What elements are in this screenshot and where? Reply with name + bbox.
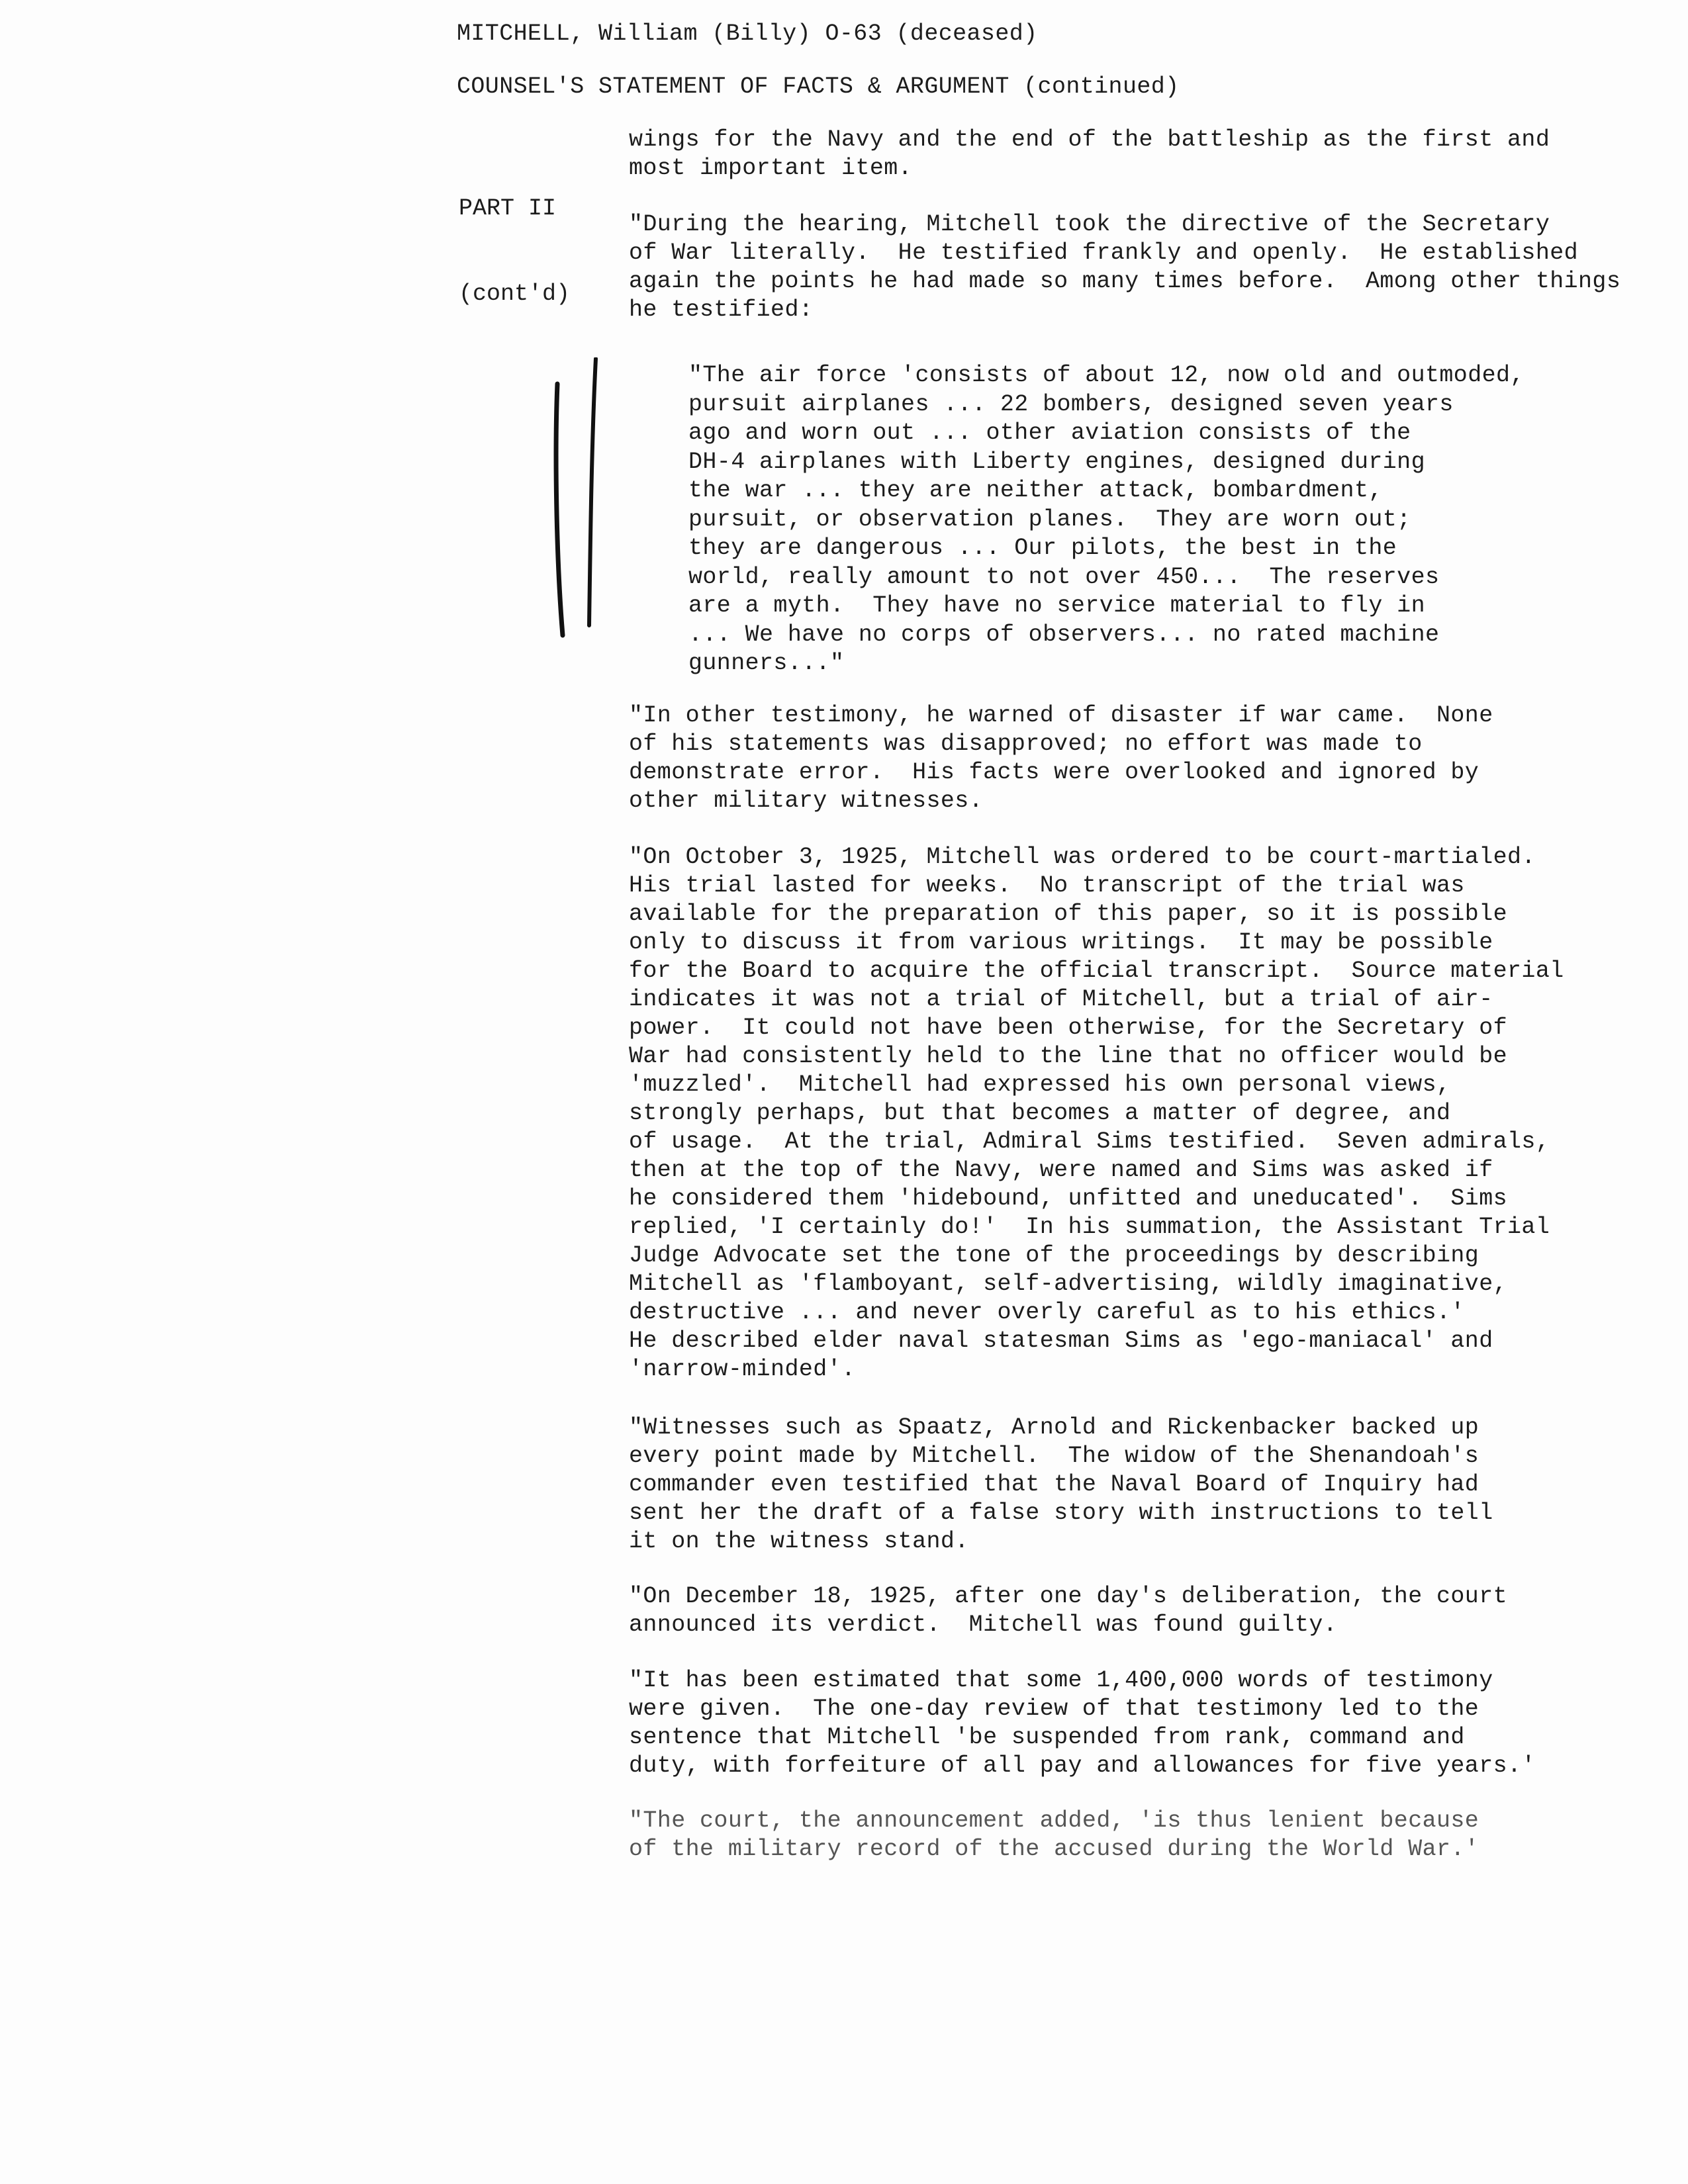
text-line: 'muzzled'. Mitchell had expressed his own personal views, — [629, 1071, 1451, 1098]
text-line: available for the preparation of this paper, so it is possible — [629, 901, 1508, 927]
text-line: Judge Advocate set the tone of the proceedings by describing — [629, 1242, 1479, 1269]
text-line: of his statements was disapproved; no effort was made to — [629, 731, 1423, 757]
text-line: most important item. — [629, 155, 913, 181]
text-line: of the military record of the accused during the World War.' — [629, 1836, 1479, 1862]
text-line: of War literally. He testified frankly and openly. He established — [629, 240, 1579, 266]
text-line: "During the hearing, Mitchell took the directive of the Secretary — [629, 211, 1550, 238]
text-line: indicates it was not a trial of Mitchell, but a trial of air- — [629, 986, 1493, 1013]
document-header-name: MITCHELL, William (Billy) O-63 (deceased) — [457, 21, 1038, 47]
text-line: it on the witness stand. — [629, 1528, 969, 1555]
text-line: again the points he had made so many times before. Among other things — [629, 268, 1621, 295]
paragraph-sentence — [629, 1666, 1635, 1780]
text-line: of usage. At the trial, Admiral Sims testified. Seven admirals, — [629, 1128, 1550, 1155]
text-line: power. It could not have been otherwise, for the Secretary of — [629, 1015, 1508, 1041]
quote-line: gunners..." — [688, 650, 845, 676]
quote-line: ... We have no corps of observers... no rated machine — [688, 621, 1440, 648]
part-label — [459, 138, 570, 337]
testimony-quote — [688, 361, 1524, 678]
quote-line: "The air force 'consists of about 12, now old and outmoded, — [688, 362, 1524, 388]
text-line: sent her the draft of a false story with instructions to tell — [629, 1500, 1493, 1526]
text-line: destructive ... and never overly careful as to his ethics.' — [629, 1299, 1465, 1326]
text-line: commander even testified that the Naval Board of Inquiry had — [629, 1471, 1479, 1498]
quote-line: DH-4 airplanes with Liberty engines, designed during — [688, 448, 1425, 475]
text-line: he considered them 'hidebound, unfitted and uneducated'. Sims — [629, 1185, 1508, 1212]
part-label-sub: (cont'd) — [459, 281, 571, 307]
text-line: War had consistently held to the line that no officer would be — [629, 1043, 1508, 1069]
paragraph-hearing — [629, 210, 1635, 324]
text-line: "Witnesses such as Spaatz, Arnold and Rickenbacker backed up — [629, 1414, 1479, 1441]
document-section-title: COUNSEL'S STATEMENT OF FACTS & ARGUMENT (continued) — [457, 73, 1180, 100]
quote-line: pursuit, or observation planes. They are worn out; — [688, 506, 1411, 533]
text-line: Mitchell as 'flamboyant, self-advertising, wildly imaginative, — [629, 1271, 1508, 1297]
text-line: wings for the Navy and the end of the battleship as the first and — [629, 126, 1550, 153]
text-line: other military witnesses. — [629, 788, 984, 814]
text-line: for the Board to acquire the official transcript. Source material — [629, 958, 1564, 984]
text-line: "It has been estimated that some 1,400,000 words of testimony — [629, 1667, 1493, 1694]
paragraph-verdict — [629, 1582, 1635, 1639]
quote-line: the war ... they are neither attack, bombardment, — [688, 477, 1383, 504]
paragraph-lenient — [629, 1807, 1635, 1864]
text-line: demonstrate error. His facts were overlooked and ignored by — [629, 759, 1479, 786]
paragraph-court-martial — [629, 843, 1635, 1384]
text-line: strongly perhaps, but that becomes a matter of degree, and — [629, 1100, 1451, 1126]
text-line: His trial lasted for weeks. No transcript of the trial was — [629, 872, 1465, 899]
paragraph-other-testimony — [629, 702, 1635, 815]
text-line: he testified: — [629, 296, 814, 323]
quote-line: are a myth. They have no service material to fly in — [688, 592, 1425, 619]
text-line: "On December 18, 1925, after one day's deliberation, the court — [629, 1583, 1508, 1610]
part-label-main: PART II — [459, 195, 557, 222]
text-line: "On October 3, 1925, Mitchell was ordered to be court-martialed. — [629, 844, 1536, 870]
text-line: then at the top of the Navy, were named and Sims was asked if — [629, 1157, 1493, 1183]
quote-line: pursuit airplanes ... 22 bombers, designed seven years — [688, 390, 1454, 418]
paragraph-witnesses — [629, 1414, 1635, 1556]
text-line: duty, with forfeiture of all pay and allowances for five years.' — [629, 1752, 1536, 1779]
text-line: only to discuss it from various writings. It may be possible — [629, 929, 1493, 956]
quote-line: ago and worn out ... other aviation consists of the — [688, 420, 1411, 446]
text-line: were given. The one-day review of that testimony led to the — [629, 1696, 1479, 1722]
handwritten-margin-mark — [549, 357, 602, 649]
quote-line: world, really amount to not over 450... The reserves — [688, 563, 1440, 590]
text-line: replied, 'I certainly do!' In his summation, the Assistant Trial — [629, 1214, 1550, 1240]
text-line: announced its verdict. Mitchell was found guilty. — [629, 1612, 1338, 1638]
text-line: every point made by Mitchell. The widow of the Shenandoah's — [629, 1443, 1479, 1469]
text-line: sentence that Mitchell 'be suspended from rank, command and — [629, 1724, 1465, 1751]
text-line: 'narrow-minded'. — [629, 1356, 856, 1383]
quote-line: they are dangerous ... Our pilots, the best in the — [688, 535, 1397, 561]
paragraph-intro — [629, 126, 1635, 183]
text-line: "The court, the announcement added, 'is thus lenient because — [629, 1807, 1479, 1834]
text-line: "In other testimony, he warned of disaster if war came. None — [629, 702, 1493, 729]
text-line: He described elder naval statesman Sims as 'ego-maniacal' and — [629, 1328, 1493, 1354]
